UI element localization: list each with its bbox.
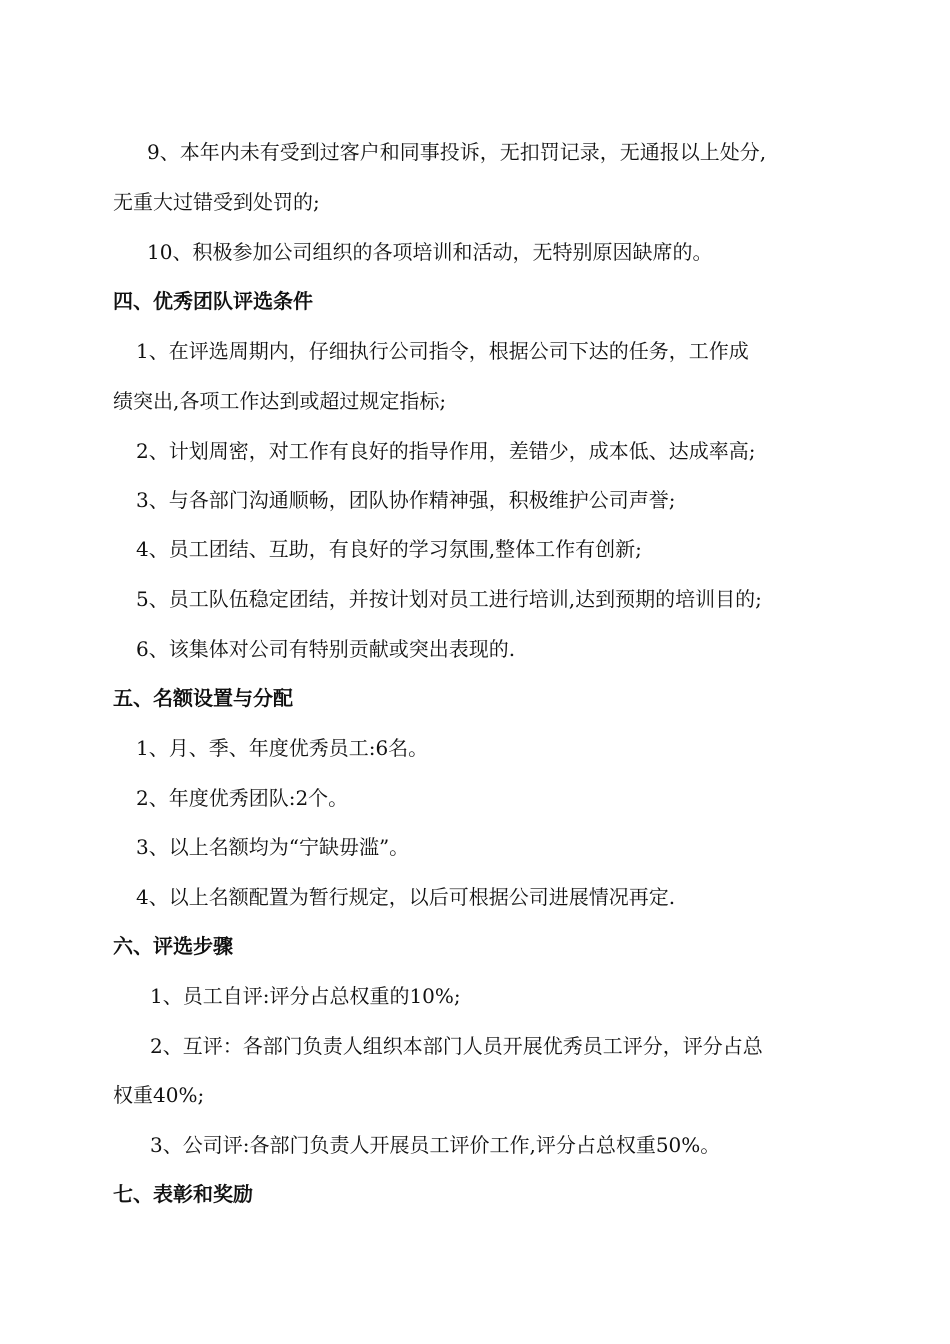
item9-line2: 无重大过错受到处罚的;: [113, 190, 320, 214]
section4-item1-line1: 1、在评选周期内，仔细执行公司指令，根据公司下达的任务，工作成: [136, 339, 749, 363]
section6-item3: 3、公司评:各部门负责人开展员工评价工作,评分占总权重50%。: [150, 1133, 721, 1157]
item9-line1: 9、本年内未有受到过客户和同事投诉，无扣罚记录，无通报以上处分,: [147, 140, 767, 164]
section6-item2-line1: 2、互评：各部门负责人组织本部门人员开展优秀员工评分，评分占总: [150, 1034, 763, 1058]
section4-item4: 4、员工团结、互助，有良好的学习氛围,整体工作有创新;: [136, 537, 642, 561]
section5-item3: 3、以上名额均为“宁缺毋滥”。: [136, 835, 410, 859]
item10: 10、积极参加公司组织的各项培训和活动，无特别原因缺席的。: [147, 240, 713, 264]
section5-heading: 五、名额设置与分配: [113, 686, 293, 710]
section6-item2-line2: 权重40%;: [113, 1083, 205, 1107]
section4-item1-line2: 绩突出,各项工作达到或超过规定指标;: [113, 389, 447, 413]
section4-item3: 3、与各部门沟通顺畅，团队协作精神强，积极维护公司声誉;: [136, 488, 676, 512]
section7-heading: 七、表彰和奖励: [113, 1182, 253, 1206]
section5-item4: 4、以上名额配置为暂行规定，以后可根据公司进展情况再定.: [136, 885, 676, 909]
section4-heading: 四、优秀团队评选条件: [113, 289, 313, 313]
section4-item6: 6、该集体对公司有特别贡献或突出表现的.: [136, 637, 516, 661]
section5-item2: 2、年度优秀团队:2个。: [136, 786, 349, 810]
section4-item5: 5、员工队伍稳定团结，并按计划对员工进行培训,达到预期的培训目的;: [136, 587, 762, 611]
section6-heading: 六、评选步骤: [113, 934, 233, 958]
section4-item2: 2、计划周密，对工作有良好的指导作用，差错少，成本低、达成率高;: [136, 439, 756, 463]
section6-item1: 1、员工自评:评分占总权重的10%;: [150, 984, 461, 1008]
section5-item1: 1、月、季、年度优秀员工:6名。: [136, 736, 429, 760]
